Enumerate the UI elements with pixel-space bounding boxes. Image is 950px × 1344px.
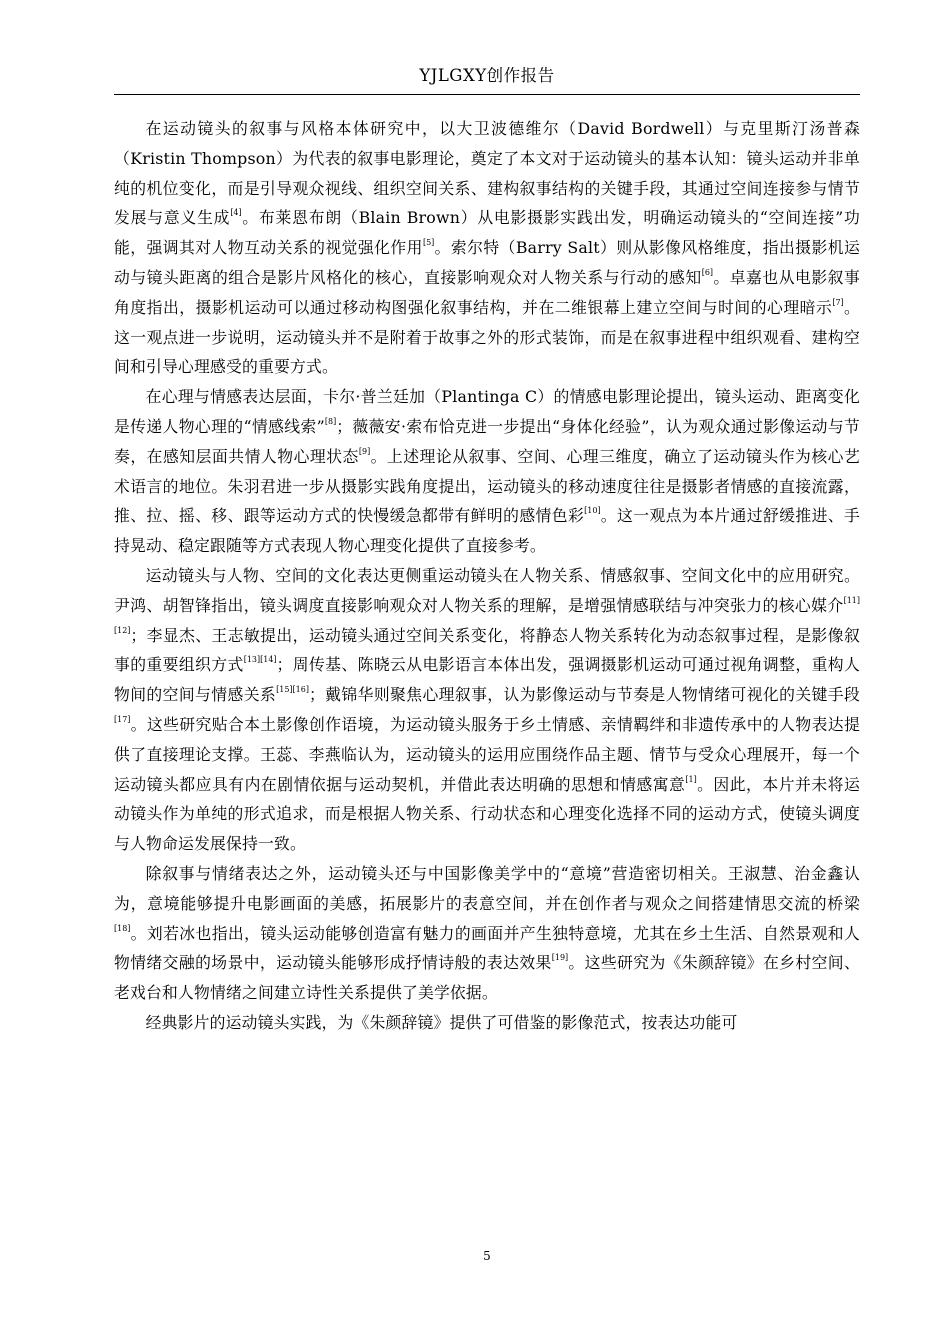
citation-ref: [15][16] [276, 685, 309, 695]
page-number: 5 [483, 1249, 491, 1263]
text-run: 。这一观点为本片通过舒缓推进、手持晃动、稳定跟随等方式表现人物心理变化提供了直接参考。 [114, 506, 860, 556]
text-run: 。这些研究贴合本土影像创作语境，为运动镜头服务于乡土情感、亲情羁绊和非遗传承中的人物表达提供了直接理论支撑。王蕊、李燕临认为，运动镜头的运用应围绕作品主题、情节与受众心理展开，每一个运动镜头都应具有内在剧情依据与运动契机，并借此表达明确的思想和情感寓意 [114, 714, 860, 794]
citation-ref: [5] [422, 238, 435, 248]
citation-ref: [11][12] [114, 595, 860, 635]
paragraph [114, 561, 860, 859]
paragraph [114, 859, 860, 1008]
citation-ref: [6] [701, 267, 714, 277]
header-rule [114, 94, 860, 95]
text-run: 。这些研究为《朱颜辞镜》在乡村空间、老戏台和人物情绪之间建立诗性关系提供了美学依据。 [114, 953, 860, 1003]
text-run: 。索尔特（Barry Salt）则从影像风格维度，指出摄影机运动与镜头距离的组合是影片风格化的核心，直接影响观众对人物关系与行动的感知 [114, 238, 860, 287]
text-run: 。布莱恩布朗（Blain Brown）从电影摄影实践出发，明确运动镜头的“空间连接”功能，强调其对人物互动关系的视觉强化作用 [114, 208, 860, 258]
citation-ref: [9] [358, 446, 371, 456]
text-run: ；戴锦华则聚焦心理叙事，认为影像运动与节奏是人物情绪可视化的关键手段 [308, 685, 860, 705]
text-run: ；薇薇安·索布恰克进一步提出“身体化经验”，认为观众通过影像运动与节奏，在感知层面共情人物心理状态 [114, 416, 860, 466]
citation-ref: [17] [114, 714, 131, 724]
text-run: 经典影片的运动镜头实践，为《朱颜辞镜》提供了可借鉴的影像范式，按表达功能可 [145, 1012, 738, 1032]
text-run: 。上述理论从叙事、空间、心理三维度，确立了运动镜头作为核心艺术语言的地位。朱羽君进一步从摄影实践角度提出，运动镜头的移动速度往往是摄影者情感的直接流露，推、拉、摇、移、跟等运动方式的快慢缓急都带有鲜明的感情色彩 [114, 446, 860, 526]
text-run: 在心理与情感表达层面，卡尔·普兰廷加（Plantinga C）的情感电影理论提出，镜头运动、距离变化是传递人物心理的“情感线索” [114, 387, 860, 436]
text-run: 运动镜头与人物、空间的文化表达更侧重运动镜头在人物关系、情感叙事、空间文化中的应用研究。尹鸿、胡智锋指出，镜头调度直接影响观众对人物关系的理解，是增强情感联结与冲突张力的核心媒介 [114, 565, 860, 615]
page-header: YJLGXY创作报告 [419, 66, 555, 85]
citation-ref: [8] [324, 416, 337, 426]
citation-ref: [13][14] [243, 655, 277, 665]
text-run: 在运动镜头的叙事与风格本体研究中，以大卫波德维尔（David Bordwell）与克里斯汀汤普森（Kristin Thompson）为代表的叙事电影理论，奠定了本文对于运动镜头的基本认知：镜头运动并非单纯的机位变化，而是引导观众视线、组织空间关系、建构叙事结构的关键手段，其通过空间连接参与情节发展与意义生成 [114, 119, 860, 228]
citation-ref: [7] [832, 297, 844, 307]
paragraph [114, 382, 860, 561]
citation-ref: [4] [230, 208, 242, 218]
citation-ref: [19] [551, 953, 569, 963]
text-run: 。因此，本片并未将运动镜头作为单纯的形式追求，而是根据人物关系、行动状态和心理变化选择不同的运动方式，使镜头调度与人物命运发展保持一致。 [114, 774, 860, 854]
citation-ref: [10] [584, 506, 601, 516]
text-run: ；李显杰、王志敏提出，运动镜头通过空间关系变化，将静态人物关系转化为动态叙事过程，是影像叙事的重要组织方式 [114, 625, 860, 675]
body-text [114, 114, 860, 1038]
text-run: ；周传基、陈晓云从电影语言本体出发，强调摄影机运动可通过视角调整，重构人物间的空间与情感关系 [114, 655, 860, 705]
text-run: 除叙事与情绪表达之外，运动镜头还与中国影像美学中的“意境”营造密切相关。王淑慧、治金鑫认为，意境能够提升电影画面的美感，拓展影片的表意空间，并在创作者与观众之间搭建情思交流的桥梁 [114, 863, 860, 913]
text-run: 。卓嘉也从电影叙事角度指出，摄影机运动可以通过移动构图强化叙事结构，并在二维银幕上建立空间与时间的心理暗示 [114, 267, 860, 317]
citation-ref: [1] [685, 774, 697, 784]
text-run: 。刘若冰也指出，镜头运动能够创造富有魅力的画面并产生独特意境，尤其在乡土生活、自然景观和人物情绪交融的场景中，运动镜头能够形成抒情诗般的表达效果 [114, 923, 860, 973]
paragraph [114, 1008, 860, 1038]
text-run: 。这一观点进一步说明，运动镜头并不是附着于故事之外的形式装饰，而是在叙事进程中组织观看、建构空间和引导心理感受的重要方式。 [114, 297, 860, 377]
paragraph [114, 114, 860, 382]
citation-ref: [18] [114, 923, 131, 933]
